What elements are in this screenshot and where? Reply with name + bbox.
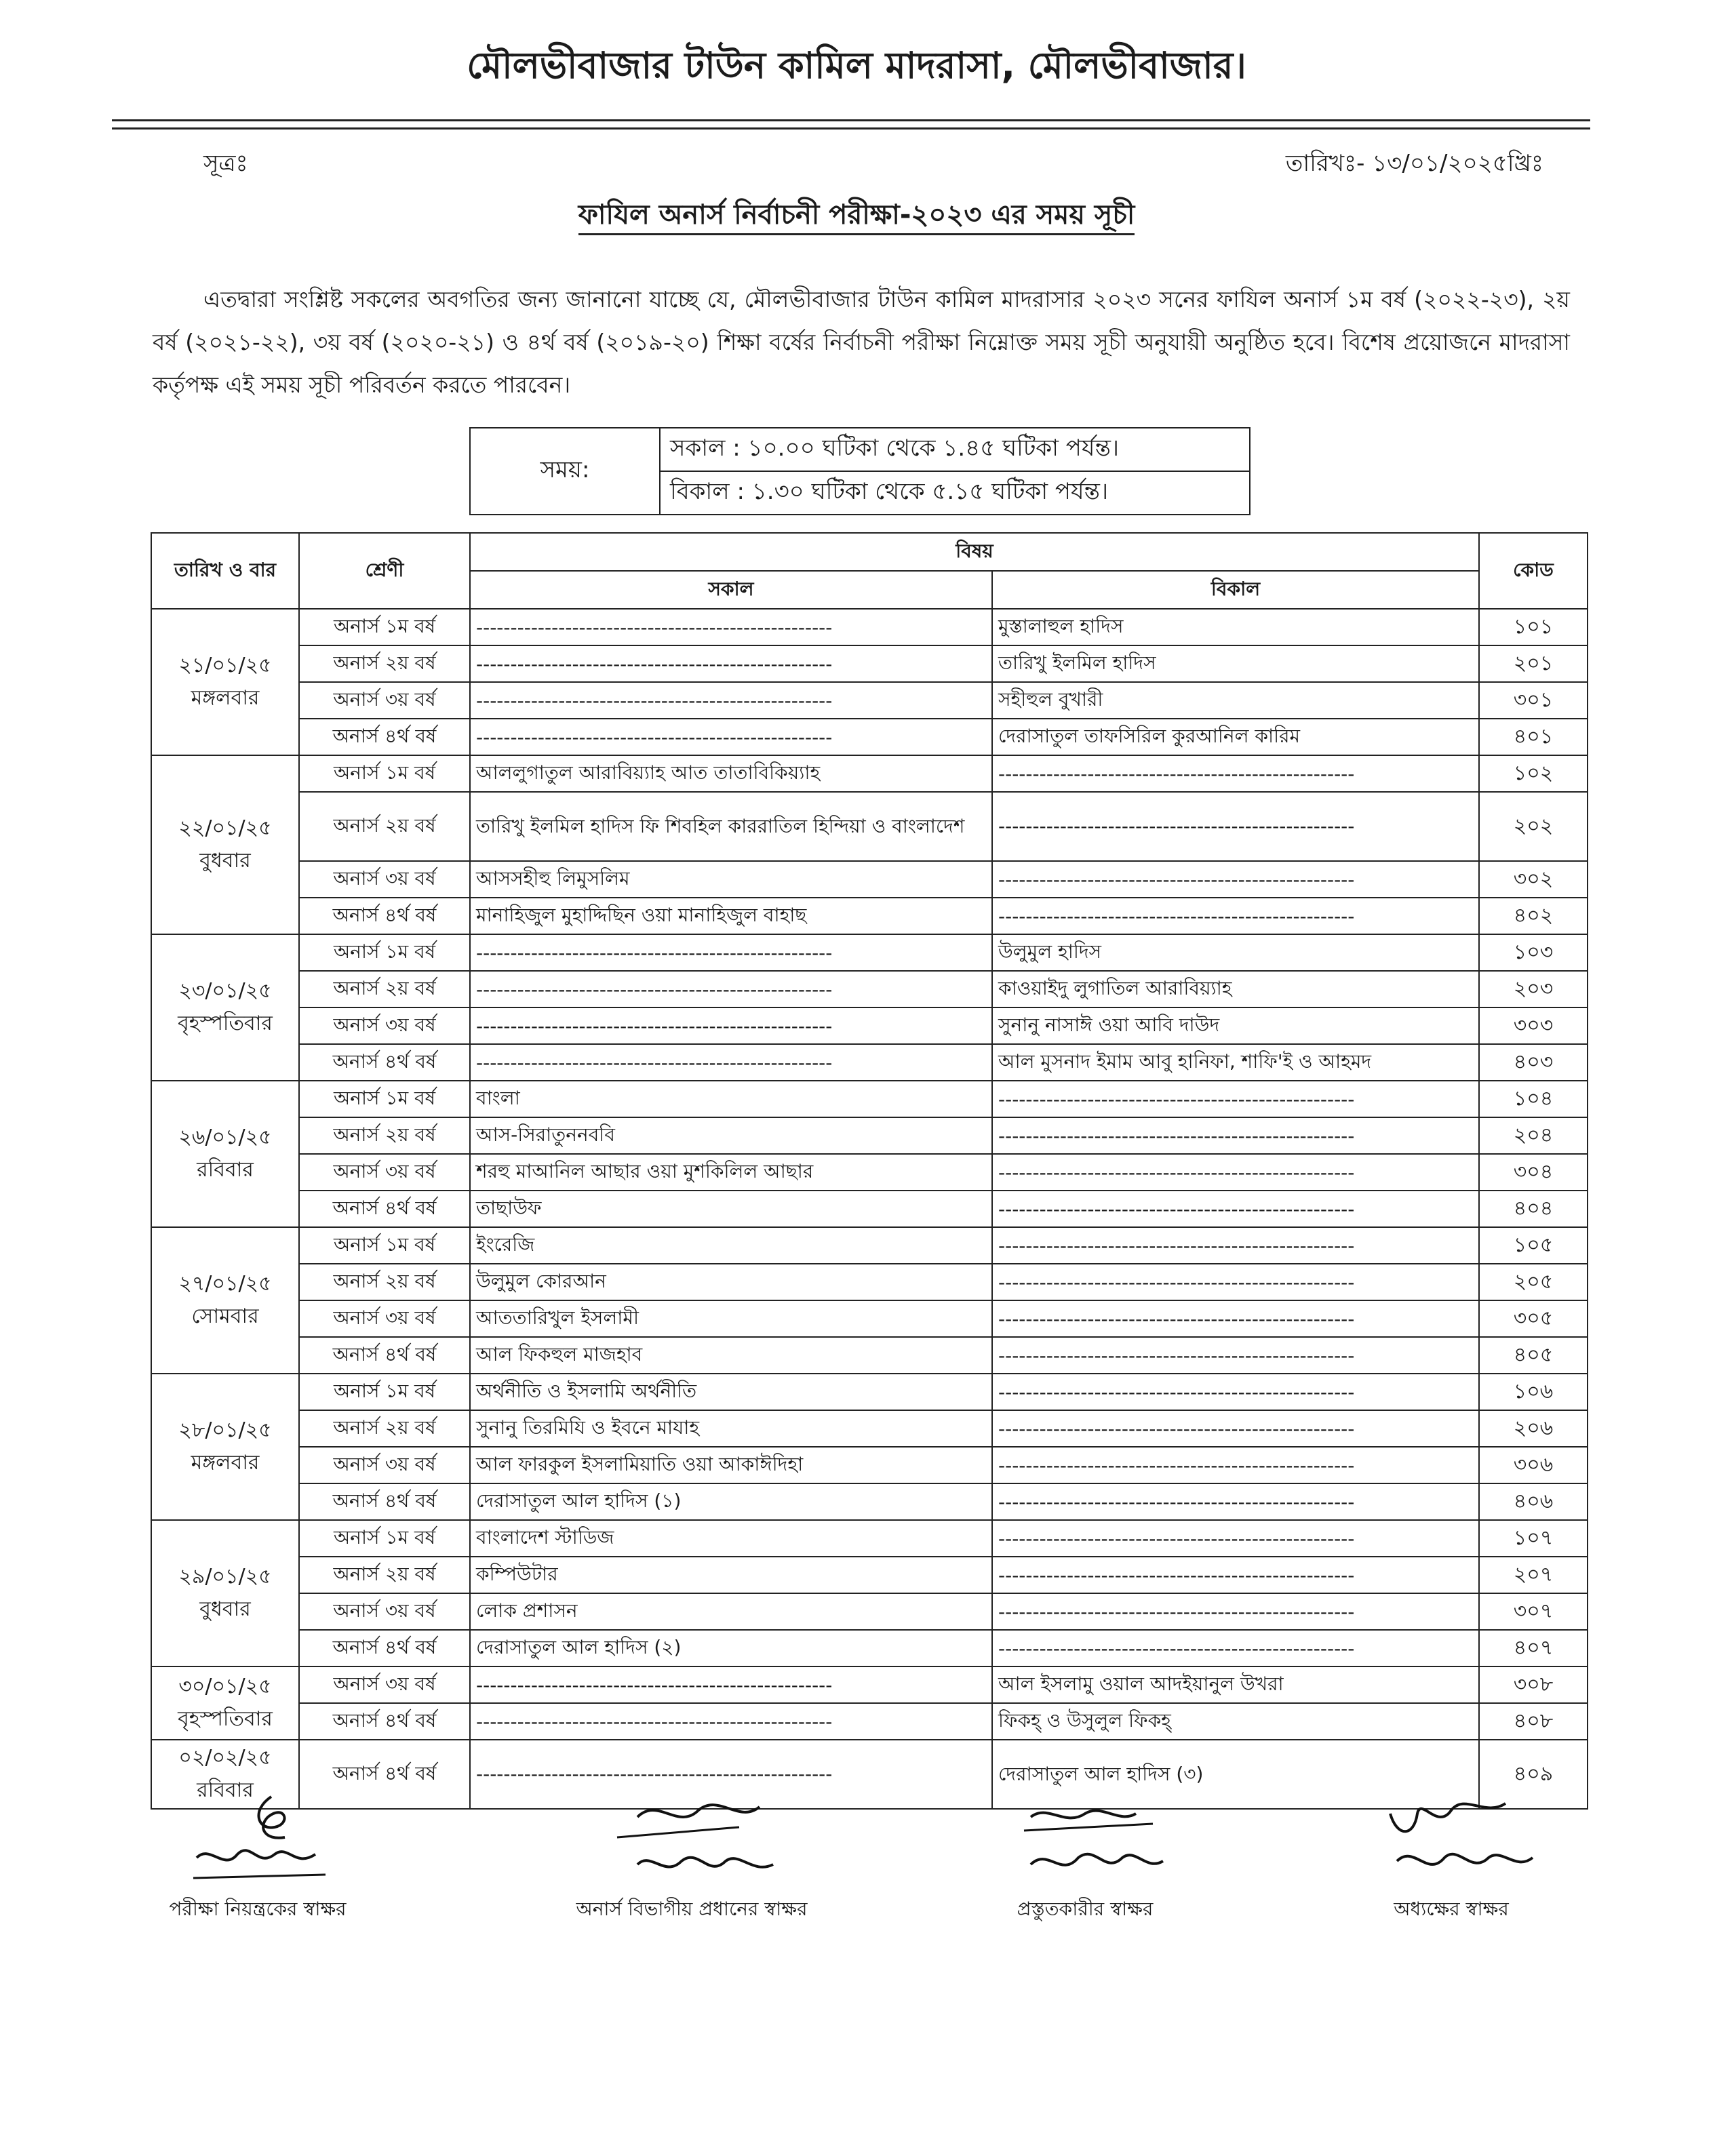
issue-date: তারিখঃ- ১৩/০১/২০২৫খ্রিঃ [1285, 150, 1543, 177]
afternoon-subject-cell: ---------------------------------------------------- [992, 898, 1479, 934]
code-cell: ৪০৬ [1479, 1483, 1588, 1520]
document-subtitle [0, 193, 1713, 239]
morning-subject-cell: মানাহিজুল মুহাদ্দিছিন ওয়া মানাহিজুল বাহাছ [470, 898, 992, 934]
afternoon-subject-cell: দেরাসাতুল আল হাদিস (৩) [992, 1740, 1479, 1809]
table-row [151, 1447, 1588, 1483]
exam-date-day [151, 1520, 299, 1666]
afternoon-subject-cell: ---------------------------------------------------- [992, 1300, 1479, 1337]
afternoon-subject-cell: ---------------------------------------------------- [992, 1593, 1479, 1630]
morning-subject-cell: দেরাসাতুল আল হাদিস (২) [470, 1630, 992, 1666]
class-cell: অনার্স ৩য় বর্ষ [299, 1300, 470, 1337]
signature-preparer [909, 1790, 1261, 1926]
exam-weekday: রবিবার [197, 1158, 254, 1182]
signature-caption: অধ্যক্ষের স্বাক্ষর [1394, 1898, 1509, 1920]
intro-text: এতদ্বারা সংশ্লিষ্ট সকলের অবগতির জন্য জানানো যাচ্ছে যে, মৌলভীবাজার টাউন কামিল মাদরাসার ২০২৩ সনের ফাযিল অনার্স ১ম বর্ষ (২০২২-২৩), ২য় বর্ষ (২০২১-২২), ৩য় বর্ষ (২০২০-২১) ও ৪র্থ বর্ষ (২০১৯-২০) শিক্ষা বর্ষের নির্বাচনী পরীক্ষা নিম্নোক্ত সময় সূচী অনুযায়ী অনুষ্ঠিত হবে। বিশেষ প্রয়োজনে মাদরাসা কর্তৃপক্ষ এই সময় সূচী পরিবর্তন করতে পারবেন। [153, 286, 1570, 398]
morning-subject-cell: কম্পিউটার [470, 1557, 992, 1593]
afternoon-subject-cell: দেরাসাতুল তাফসিরিল কুরআনিল কারিম [992, 719, 1479, 755]
code-cell: ৩০৫ [1479, 1300, 1588, 1337]
code-cell: ১০৭ [1479, 1520, 1588, 1557]
class-cell: অনার্স ৩য় বর্ষ [299, 1447, 470, 1483]
exam-date: ২৮/০১/২৫ [178, 1418, 272, 1442]
table-row [151, 861, 1588, 898]
afternoon-subject-cell: ---------------------------------------------------- [992, 755, 1479, 792]
reference-label: সূত্রঃ [203, 150, 248, 177]
morning-subject-cell: আস-সিরাতুননববি [470, 1117, 992, 1154]
code-cell: ২০১ [1479, 645, 1588, 682]
afternoon-subject-cell: মুস্তালাহুল হাদিস [992, 609, 1479, 645]
exam-date-day [151, 1227, 299, 1374]
table-row [151, 934, 1588, 971]
table-row [151, 719, 1588, 755]
afternoon-subject-cell: সুনানু নাসাঈ ওয়া আবি দাউদ [992, 1007, 1479, 1044]
morning-subject-cell: ---------------------------------------------------- [470, 719, 992, 755]
morning-subject-cell: ---------------------------------------------------- [470, 934, 992, 971]
signature-caption: অনার্স বিভাগীয় প্রধানের স্বাক্ষর [576, 1898, 808, 1920]
code-cell: ৩০১ [1479, 682, 1588, 719]
exam-date-day [151, 1666, 299, 1740]
class-cell: অনার্স ১ম বর্ষ [299, 1081, 470, 1117]
morning-subject-cell: তাছাউফ [470, 1191, 992, 1227]
afternoon-subject-cell: আল ইসলামু ওয়াল আদইয়ানুল উখরা [992, 1666, 1479, 1703]
code-cell: ৩০৪ [1479, 1154, 1588, 1191]
handwritten-signature-icon [583, 1790, 800, 1892]
table-row [151, 1483, 1588, 1520]
header-class: শ্রেণী [299, 533, 470, 609]
table-row [151, 1593, 1588, 1630]
code-cell: ৪০৯ [1479, 1740, 1588, 1809]
morning-subject-cell: সুনানু তিরমিযি ও ইবনে মাযাহ [470, 1410, 992, 1447]
table-row [151, 682, 1588, 719]
code-cell: ৩০৭ [1479, 1593, 1588, 1630]
morning-subject-cell: অর্থনীতি ও ইসলামি অর্থনীতি [470, 1374, 992, 1410]
exam-date: ০২/০২/২৫ [178, 1746, 272, 1770]
class-cell: অনার্স ২য় বর্ষ [299, 792, 470, 861]
class-cell: অনার্স ৪র্থ বর্ষ [299, 1630, 470, 1666]
afternoon-subject-cell: তারিখু ইলমিল হাদিস [992, 645, 1479, 682]
morning-subject-cell: ইংরেজি [470, 1227, 992, 1264]
exam-date-day [151, 934, 299, 1081]
timing-label: সময়: [470, 428, 660, 515]
morning-subject-cell: ---------------------------------------------------- [470, 1666, 992, 1703]
afternoon-subject-cell: ---------------------------------------------------- [992, 1264, 1479, 1300]
code-cell: ১০৫ [1479, 1227, 1588, 1264]
exam-date: ২২/০১/২৫ [178, 816, 272, 840]
subtitle-text: ফাযিল অনার্স নির্বাচনী পরীক্ষা-২০২৩ এর সময় সূচী [578, 199, 1135, 235]
class-cell: অনার্স ৪র্থ বর্ষ [299, 1044, 470, 1081]
class-cell: অনার্স ২য় বর্ষ [299, 1410, 470, 1447]
afternoon-subject-cell: ---------------------------------------------------- [992, 1520, 1479, 1557]
class-cell: অনার্স ৩য় বর্ষ [299, 1154, 470, 1191]
morning-subject-cell: ---------------------------------------------------- [470, 1703, 992, 1740]
code-cell: ৪০৩ [1479, 1044, 1588, 1081]
afternoon-subject-cell: ---------------------------------------------------- [992, 1630, 1479, 1666]
morning-subject-cell: শরহু মাআনিল আছার ওয়া মুশকিলিল আছার [470, 1154, 992, 1191]
code-cell: ২০৭ [1479, 1557, 1588, 1593]
timing-morning: সকাল : ১০.০০ ঘটিকা থেকে ১.৪৫ ঘটিকা পর্যন্ত। [660, 428, 1250, 471]
exam-date-day [151, 609, 299, 755]
signature-principal [1275, 1790, 1628, 1926]
signature-caption: পরীক্ষা নিয়ন্ত্রকের স্বাক্ষর [169, 1898, 347, 1920]
code-cell: ৩০৬ [1479, 1447, 1588, 1483]
afternoon-subject-cell: ---------------------------------------------------- [992, 1447, 1479, 1483]
afternoon-subject-cell: ---------------------------------------------------- [992, 1154, 1479, 1191]
header-subject: বিষয় [470, 533, 1479, 571]
morning-subject-cell: ---------------------------------------------------- [470, 1044, 992, 1081]
timing-afternoon: বিকাল : ১.৩০ ঘটিকা থেকে ৫.১৫ ঘটিকা পর্যন্ত। [660, 471, 1250, 515]
morning-subject-cell: লোক প্রশাসন [470, 1593, 992, 1630]
handwritten-signature-icon [156, 1790, 359, 1892]
class-cell: অনার্স ৪র্থ বর্ষ [299, 1337, 470, 1374]
code-cell: ২০৬ [1479, 1410, 1588, 1447]
table-row [151, 1703, 1588, 1740]
table-row [151, 1630, 1588, 1666]
afternoon-subject-cell: ---------------------------------------------------- [992, 1557, 1479, 1593]
table-row [151, 1374, 1588, 1410]
signature-caption: প্রস্তুতকারীর স্বাক্ষর [1017, 1898, 1154, 1920]
code-cell: ৩০২ [1479, 861, 1588, 898]
afternoon-subject-cell: ---------------------------------------------------- [992, 1337, 1479, 1374]
exam-schedule-table [151, 532, 1588, 1810]
class-cell: অনার্স ৪র্থ বর্ষ [299, 1740, 470, 1809]
class-cell: অনার্স ৩য় বর্ষ [299, 861, 470, 898]
code-cell: ৩০৩ [1479, 1007, 1588, 1044]
afternoon-subject-cell: ---------------------------------------------------- [992, 861, 1479, 898]
class-cell: অনার্স ১ম বর্ষ [299, 1374, 470, 1410]
afternoon-subject-cell: ---------------------------------------------------- [992, 1410, 1479, 1447]
table-row [151, 1191, 1588, 1227]
table-row [151, 609, 1588, 645]
code-cell: ৪০১ [1479, 719, 1588, 755]
class-cell: অনার্স ২য় বর্ষ [299, 645, 470, 682]
class-cell: অনার্স ১ম বর্ষ [299, 1227, 470, 1264]
code-cell: ৪০৭ [1479, 1630, 1588, 1666]
code-cell: ১০২ [1479, 755, 1588, 792]
handwritten-signature-icon [983, 1790, 1187, 1892]
code-cell: ৪০২ [1479, 898, 1588, 934]
morning-subject-cell: দেরাসাতুল আল হাদিস (১) [470, 1483, 992, 1520]
morning-subject-cell: ---------------------------------------------------- [470, 1740, 992, 1809]
table-row [151, 1227, 1588, 1264]
exam-date-day [151, 755, 299, 934]
exam-date: ২৭/০১/২৫ [178, 1272, 272, 1296]
signature-department-head [515, 1790, 868, 1926]
table-row [151, 1666, 1588, 1703]
table-row [151, 1154, 1588, 1191]
morning-subject-cell: ---------------------------------------------------- [470, 971, 992, 1007]
class-cell: অনার্স ২য় বর্ষ [299, 1117, 470, 1154]
exam-weekday: বৃহস্পতিবার [178, 1012, 273, 1035]
exam-weekday: বুধবার [199, 849, 251, 873]
intro-paragraph [153, 278, 1570, 406]
table-row [151, 1300, 1588, 1337]
header-date: তারিখ ও বার [151, 533, 299, 609]
exam-timing-box [469, 427, 1251, 515]
afternoon-subject-cell: ---------------------------------------------------- [992, 792, 1479, 861]
morning-subject-cell: ---------------------------------------------------- [470, 1007, 992, 1044]
class-cell: অনার্স ৪র্থ বর্ষ [299, 1483, 470, 1520]
morning-subject-cell: তারিখু ইলমিল হাদিস ফি শিবহিল কাররাতিল হিন্দিয়া ও বাংলাদেশ [470, 792, 992, 861]
exam-weekday: সোমবার [191, 1304, 259, 1328]
morning-subject-cell: বাংলা [470, 1081, 992, 1117]
morning-subject-cell: আততারিখুল ইসলামী [470, 1300, 992, 1337]
afternoon-subject-cell: ---------------------------------------------------- [992, 1117, 1479, 1154]
morning-subject-cell: আল ফারকুল ইসলামিয়াতি ওয়া আকাঈদিহা [470, 1447, 992, 1483]
code-cell: ২০৩ [1479, 971, 1588, 1007]
exam-date: ২৩/০১/২৫ [178, 979, 272, 1003]
code-cell: ১০১ [1479, 609, 1588, 645]
code-cell: ২০৫ [1479, 1264, 1588, 1300]
class-cell: অনার্স ৪র্থ বর্ষ [299, 719, 470, 755]
table-row [151, 1264, 1588, 1300]
exam-weekday: মঙ্গলবার [191, 686, 260, 710]
schedule-body [151, 609, 1588, 1809]
afternoon-subject-cell: ---------------------------------------------------- [992, 1227, 1479, 1264]
table-row [151, 1520, 1588, 1557]
afternoon-subject-cell: ---------------------------------------------------- [992, 1483, 1479, 1520]
table-row [151, 971, 1588, 1007]
class-cell: অনার্স ৪র্থ বর্ষ [299, 1703, 470, 1740]
code-cell: ৪০৪ [1479, 1191, 1588, 1227]
afternoon-subject-cell: উলুমুল হাদিস [992, 934, 1479, 971]
class-cell: অনার্স ১ম বর্ষ [299, 934, 470, 971]
code-cell: ১০৪ [1479, 1081, 1588, 1117]
class-cell: অনার্স ১ম বর্ষ [299, 1520, 470, 1557]
class-cell: অনার্স ৪র্থ বর্ষ [299, 1191, 470, 1227]
class-cell: অনার্স ৩য় বর্ষ [299, 1666, 470, 1703]
table-row [151, 1337, 1588, 1374]
table-row [151, 1081, 1588, 1117]
afternoon-subject-cell: ---------------------------------------------------- [992, 1081, 1479, 1117]
morning-subject-cell: বাংলাদেশ স্টাডিজ [470, 1520, 992, 1557]
afternoon-subject-cell: ফিকহ্ ও উসুলুল ফিকহ্ [992, 1703, 1479, 1740]
exam-weekday: রবিবার [197, 1778, 254, 1802]
exam-date-day [151, 1374, 299, 1520]
afternoon-subject-cell: কাওয়াইদু লুগাতিল আরাবিয়্যাহ [992, 971, 1479, 1007]
exam-date: ৩০/০১/২৫ [178, 1675, 272, 1698]
exam-date: ২৯/০১/২৫ [178, 1565, 272, 1589]
exam-weekday: বুধবার [199, 1597, 251, 1621]
table-row [151, 792, 1588, 861]
code-cell: ১০৩ [1479, 934, 1588, 971]
table-row [151, 1117, 1588, 1154]
header-morning: সকাল [470, 571, 992, 609]
morning-subject-cell: ---------------------------------------------------- [470, 609, 992, 645]
code-cell: ৪০৫ [1479, 1337, 1588, 1374]
morning-subject-cell: উলুমুল কোরআন [470, 1264, 992, 1300]
exam-date-day [151, 1081, 299, 1227]
code-cell: ২০২ [1479, 792, 1588, 861]
exam-weekday: মঙ্গলবার [191, 1451, 260, 1475]
class-cell: অনার্স ৪র্থ বর্ষ [299, 898, 470, 934]
exam-date: ২১/০১/২৫ [178, 654, 272, 677]
morning-subject-cell: আল ফিকহুল মাজহাব [470, 1337, 992, 1374]
header-code: কোড [1479, 533, 1588, 609]
class-cell: অনার্স ২য় বর্ষ [299, 971, 470, 1007]
class-cell: অনার্স ২য় বর্ষ [299, 1557, 470, 1593]
class-cell: অনার্স ৩য় বর্ষ [299, 1593, 470, 1630]
header-afternoon: বিকাল [992, 571, 1479, 609]
afternoon-subject-cell: ---------------------------------------------------- [992, 1191, 1479, 1227]
signature-exam-controller [81, 1790, 434, 1926]
afternoon-subject-cell: ---------------------------------------------------- [992, 1374, 1479, 1410]
code-cell: ৪০৮ [1479, 1703, 1588, 1740]
table-row [151, 755, 1588, 792]
afternoon-subject-cell: আল মুসনাদ ইমাম আবু হানিফা, শাফি'ই ও আহমদ [992, 1044, 1479, 1081]
class-cell: অনার্স ২য় বর্ষ [299, 1264, 470, 1300]
institution-title: মৌলভীবাজার টাউন কামিল মাদরাসা, মৌলভীবাজার। [467, 44, 1246, 87]
exam-date: ২৬/০১/২৫ [178, 1125, 272, 1149]
table-row [151, 1044, 1588, 1081]
morning-subject-cell: ---------------------------------------------------- [470, 645, 992, 682]
table-row [151, 1410, 1588, 1447]
code-cell: ২০৪ [1479, 1117, 1588, 1154]
table-row [151, 645, 1588, 682]
table-row [151, 1007, 1588, 1044]
handwritten-signature-icon [1350, 1790, 1553, 1892]
class-cell: অনার্স ১ম বর্ষ [299, 609, 470, 645]
code-cell: ৩০৮ [1479, 1666, 1588, 1703]
header-divider-bottom [112, 127, 1590, 129]
exam-weekday: বৃহস্পতিবার [178, 1707, 273, 1731]
class-cell: অনার্স ৩য় বর্ষ [299, 682, 470, 719]
code-cell: ১০৬ [1479, 1374, 1588, 1410]
morning-subject-cell: আললুগাতুল আরাবিয়্যাহ আত তাতাবিকিয়্যাহ [470, 755, 992, 792]
afternoon-subject-cell: সহীহুল বুখারী [992, 682, 1479, 719]
class-cell: অনার্স ১ম বর্ষ [299, 755, 470, 792]
header-divider-top [112, 119, 1590, 121]
table-row [151, 898, 1588, 934]
morning-subject-cell: আসসহীহু লিমুসলিম [470, 861, 992, 898]
morning-subject-cell: ---------------------------------------------------- [470, 682, 992, 719]
class-cell: অনার্স ৩য় বর্ষ [299, 1007, 470, 1044]
table-row [151, 1557, 1588, 1593]
